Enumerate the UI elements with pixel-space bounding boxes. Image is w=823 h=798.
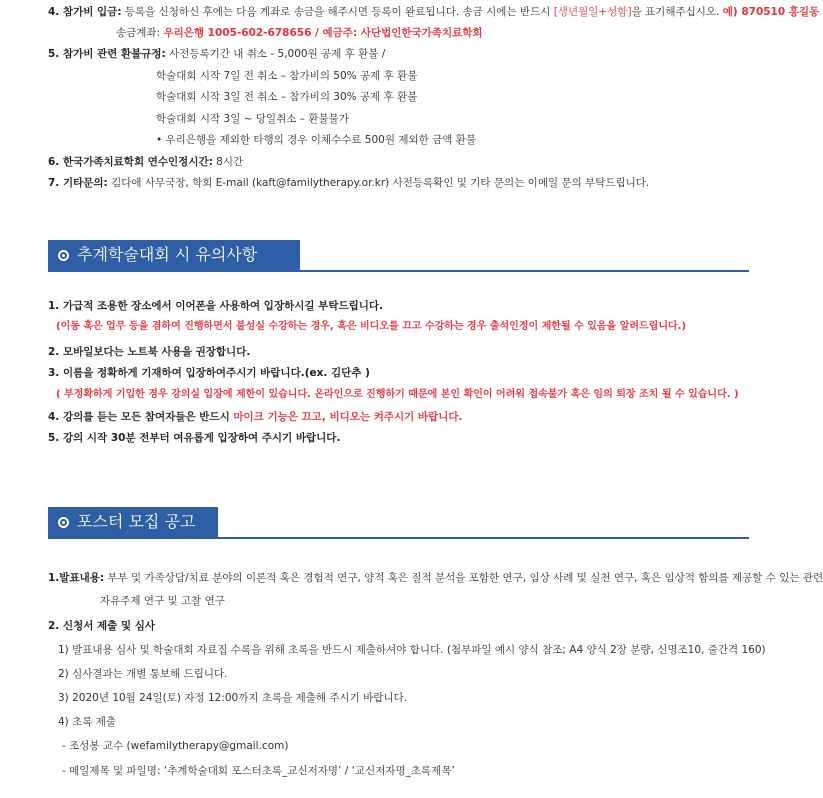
training-hours-line: 6. 한국가족치료학회 연수인정시간: 8시간 <box>48 156 244 168</box>
refund-rule-3: 학술대회 시작 3일 ~ 당일취소 – 환불불가 <box>156 113 349 125</box>
refund-rule-2: 학술대회 시작 3일 전 취소 – 참가비의 30% 공제 후 환불 <box>156 91 418 103</box>
fee-payment-label: 4. 참가비 입금: <box>48 6 122 18</box>
poster-sub-3: 3) 2020년 10월 24일(토) 자정 12:00까지 초록을 제출해 주시기 바랍니다. <box>58 692 408 704</box>
poster-sub-1: 1) 발표내용 심사 및 학술대회 자료집 수록을 위해 초록을 반드시 제출하셔야 합니다. (첨부파일 예시 양식 참조; A4 양식 2장 분량, 신명조10, 줄간격 160) <box>58 644 766 656</box>
section-divider <box>48 537 749 539</box>
poster-sub-2: 2) 심사결과는 개별 통보해 드립니다. <box>58 668 228 680</box>
poster-sub-4-contact: - 조성봉 교수 (wefamilytherapy@gmail.com) <box>62 740 289 752</box>
fee-payment-line: 4. 참가비 입금: 등록을 신청하신 후에는 다음 계좌로 송금을 해주시면 등록이 완료됩니다. 송금 시에는 반드시 [생년월일+성함]을 표기해주십시오. 예) 870510 홍길동 <box>48 6 820 18</box>
notice-item-2: 2. 모바일보다는 노트북 사용을 권장합니다. <box>48 346 251 358</box>
poster-item-1-cont: 자유주제 연구 및 고찰 연구 <box>100 595 225 607</box>
notice-item-1: 1. 가급적 조용한 장소에서 이어폰을 사용하여 입장하시길 부탁드립니다. <box>48 300 384 312</box>
notice-item-4: 4. 강의를 듣는 모든 참여자들은 반드시 마이크 기능은 끄고, 비디오는 켜주시기 바랍니다. <box>48 411 463 423</box>
refund-rule-4: • 우리은행을 제외한 타행의 경우 이체수수료 500원 제외한 금액 환불 <box>156 134 476 146</box>
bullet-circle-icon <box>58 517 69 528</box>
poster-item-1: 1.발표내용: 부부 및 가족상담/치료 분야의 이론적 혹은 경험적 연구, 양적 혹은 질적 분석을 포함한 연구, 임상 사례 및 실천 연구, 혹은 임상적 함의를 제공할 수 있는 관련 <box>48 572 823 584</box>
refund-rule-1: 학술대회 시작 7일 전 취소 – 참가비의 50% 공제 후 환불 <box>156 70 418 82</box>
contact-email-link[interactable]: kaft@familytherapy.or.kr <box>256 177 386 189</box>
notice-item-3-note: ( 부정확하게 기입한 경우 강의실 입장에 제한이 있습니다. 온라인으로 진행하기 때문에 본인 확인이 어려워 접속불가 혹은 임의 퇴장 조치 될 수 있습니다. ) <box>56 389 739 400</box>
refund-policy-line: 5. 참가비 관련 환불규정: 사전등록기간 내 취소 - 5,000원 공제 후 환불 / <box>48 48 386 60</box>
section-header-poster: 포스터 모집 공고 <box>48 507 218 537</box>
section-header-notice: 추계학술대회 시 유의사항 <box>48 240 300 270</box>
poster-item-2: 2. 신청서 제출 및 심사 <box>48 620 156 632</box>
notice-item-5: 5. 강의 시작 30분 전부터 여유롭게 입장하여 주시기 바랍니다. <box>48 432 341 444</box>
notice-item-1-note: (이동 혹은 업무 등을 겸하여 진행하면서 불성실 수강하는 경우, 혹은 비디오를 끄고 수강하는 경우 출석인정이 제한될 수 있음을 알려드립니다.) <box>56 321 687 332</box>
bullet-circle-icon <box>58 250 69 261</box>
poster-sub-4: 4) 초록 제출 <box>58 716 117 728</box>
bank-account-line: 송금계좌: 우리은행 1005-602-678656 / 예금주: 사단법인한국가족치료학회 <box>116 27 483 39</box>
contact-line: 7. 기타문의: 김다애 사무국장, 학회 E-mail (kaft@familytherapy.or.kr) 사전등록확인 및 기타 문의는 이메일 문의 부탁드립니다. <box>48 177 650 189</box>
bank-account-value: 우리은행 1005-602-678656 / 예금주: 사단법인한국가족치료학회 <box>163 27 483 39</box>
poster-sub-4-mail-title: - 메일제목 및 파일명: ‘추계학술대회 포스터초록_교신저자명’ / ‘교신저자명_초록제목’ <box>62 765 455 777</box>
notice-item-3: 3. 이름을 정확하게 기재하여 입장하여주시기 바랍니다.(ex. 김단추 ) <box>48 367 370 379</box>
section-divider <box>48 270 749 272</box>
